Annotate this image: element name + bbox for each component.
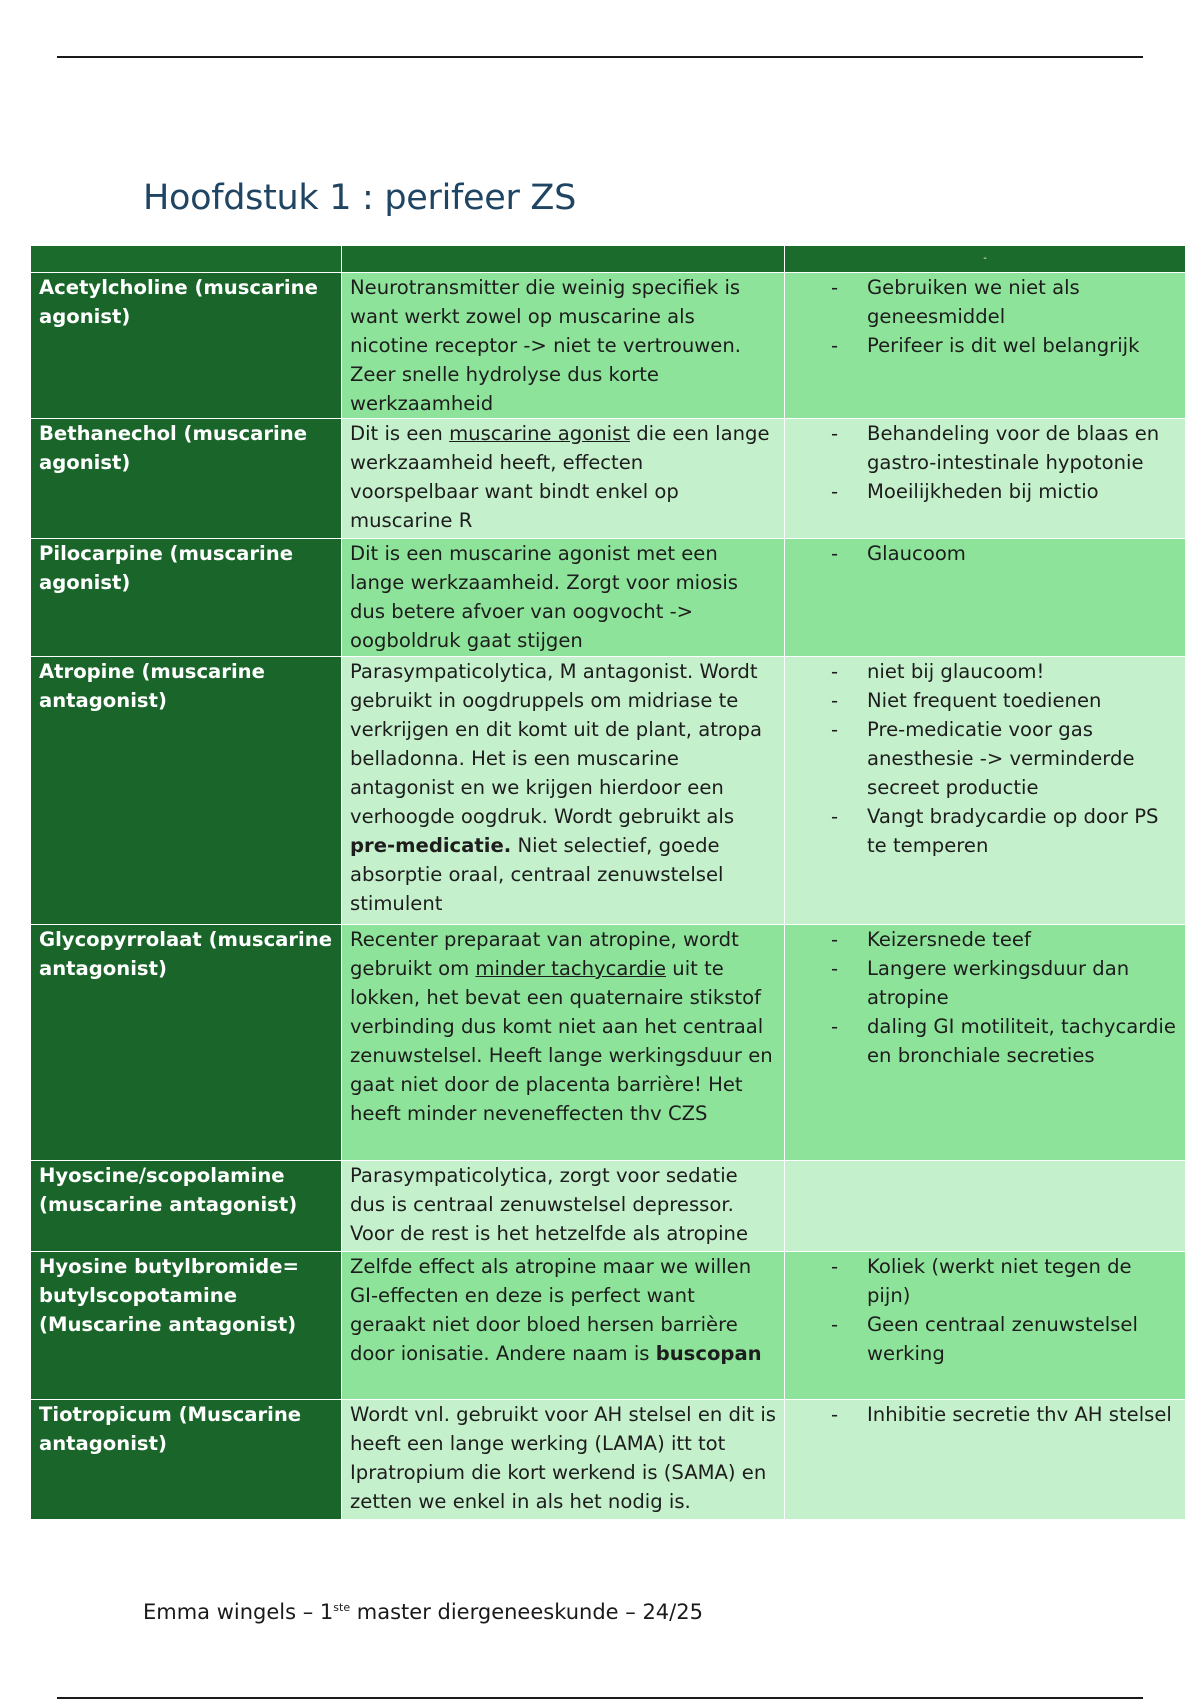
list-item: - Perifeer is dit wel belangrijk [807,331,1177,360]
drug-description [342,419,785,539]
table-row [31,1252,1186,1400]
drug-name: Bethanechol (muscarine agonist) [31,419,342,539]
table-header-row [31,246,1186,273]
list-item: - Geen centraal zenuwstelsel werking [807,1310,1177,1368]
header-cell [31,246,342,273]
drug-notes [785,1252,1186,1400]
table-row [31,657,1186,925]
list-item: - niet bij glaucoom! [807,657,1177,686]
list-item: - Moeilijkheden bij mictio [807,477,1177,506]
drug-notes [785,539,1186,657]
table-row [31,273,1186,419]
footer-text: master diergeneeskunde – 24/25 [350,1600,703,1624]
table-row [31,419,1186,539]
header-cell [342,246,785,273]
top-rule [57,56,1143,58]
footer-superscript: ste [333,1601,351,1614]
drug-notes [785,1400,1186,1520]
list-item: - Pre-medicatie voor gas anesthesie -> verminderde secreet productie [807,715,1177,802]
drug-notes [785,1161,1186,1252]
drug-notes [785,657,1186,925]
description-text: uit te lokken, het bevat een quaternaire stikstof verbinding dus komt niet aan het centraal zenuwstelsel. Heeft lange werkingsduur en gaat niet door de placenta barrière! Het heeft minder neveneffecten thv CZS [350,957,773,1125]
list-item: - Behandeling voor de blaas en gastro-intestinale hypotonie [807,419,1177,477]
list-item: - Glaucoom [807,539,1177,568]
drug-description: Neurotransmitter die weinig specifiek is want werkt zowel op muscarine als nicotine receptor -> niet te vertrouwen. Zeer snelle hydrolyse dus korte werkzaamheid [342,273,785,419]
underlined-term: muscarine agonist [449,422,630,445]
list-item: - Gebruiken we niet als geneesmiddel [807,273,1177,331]
drug-description: Parasympaticolytica, zorgt voor sedatie dus is centraal zenuwstelsel depressor. Voor de rest is het hetzelfde als atropine [342,1161,785,1252]
drug-name: Pilocarpine (muscarine agonist) [31,539,342,657]
footer-text: Emma wingels – 1 [143,1600,334,1624]
bold-term: pre-medicatie. [350,834,512,857]
list-item: - Koliek (werkt niet tegen de pijn) [807,1252,1177,1310]
drug-name: Glycopyrrolaat (muscarine antagonist) [31,925,342,1161]
page-footer [143,1600,703,1624]
drug-table [30,245,1186,1520]
bottom-rule [57,1697,1143,1699]
drug-description [342,657,785,925]
drug-description: Wordt vnl. gebruikt voor AH stelsel en dit is heeft een lange werking (LAMA) itt tot Ipratropium die kort werkend is (SAMA) en zetten we enkel in als het nodig is. [342,1400,785,1520]
page-title: Hoofdstuk 1 : perifeer ZS [143,178,576,218]
drug-description [342,925,785,1161]
list-item: - Keizersnede teef [807,925,1177,954]
description-text: Dit is een [350,422,450,445]
list-item: - Niet frequent toedienen [807,686,1177,715]
drug-description [342,1252,785,1400]
drug-name: Tiotropicum (Muscarine antagonist) [31,1400,342,1520]
list-item: - daling GI motiliteit, tachycardie en bronchiale secreties [807,1012,1177,1070]
list-item: - Inhibitie secretie thv AH stelsel [807,1400,1177,1429]
drug-name: Atropine (muscarine antagonist) [31,657,342,925]
description-text: Parasympaticolytica, M antagonist. Wordt gebruikt in oogdruppels om midriase te verkrijgen en dit komt uit de plant, atropa belladonna. Het is een muscarine antagonist en we krijgen hierdoor een verhoogde oogdruk. Wordt gebruikt als [350,660,762,828]
drug-name: Hyoscine/scopolamine (muscarine antagonist) [31,1161,342,1252]
drug-name: Hyosine butylbromide= butylscopotamine (Muscarine antagonist) [31,1252,342,1400]
description-text: Recenter preparaat van atropine, wordt gebruikt om [350,928,739,980]
table-row [31,1400,1186,1520]
drug-notes [785,419,1186,539]
table-row [31,925,1186,1161]
description-text: die een lange werkzaamheid heeft, effecten voorspelbaar want bindt enkel op muscarine R [350,422,770,532]
table-row [31,1161,1186,1252]
description-text: Zelfde effect als atropine maar we willen GI-effecten en deze is perfect want geraakt niet door bloed hersen barrière door ionisatie. Andere naam is [350,1255,752,1365]
drug-description: Dit is een muscarine agonist met een lange werkzaamheid. Zorgt voor miosis dus betere afvoer van oogvocht -> oogboldruk gaat stijgen [342,539,785,657]
bold-term: buscopan [655,1342,762,1365]
description-text: Niet selectief, goede absorptie oraal, centraal zenuwstelsel stimulent [350,834,724,915]
table-row [31,539,1186,657]
drug-notes [785,925,1186,1161]
list-item: - Vangt bradycardie op door PS te temperen [807,802,1177,860]
list-item: - Langere werkingsduur dan atropine [807,954,1177,1012]
drug-notes [785,273,1186,419]
underlined-term: minder tachycardie [475,957,667,980]
drug-name: Acetylcholine (muscarine agonist) [31,273,342,419]
header-cell: - [785,246,1186,273]
